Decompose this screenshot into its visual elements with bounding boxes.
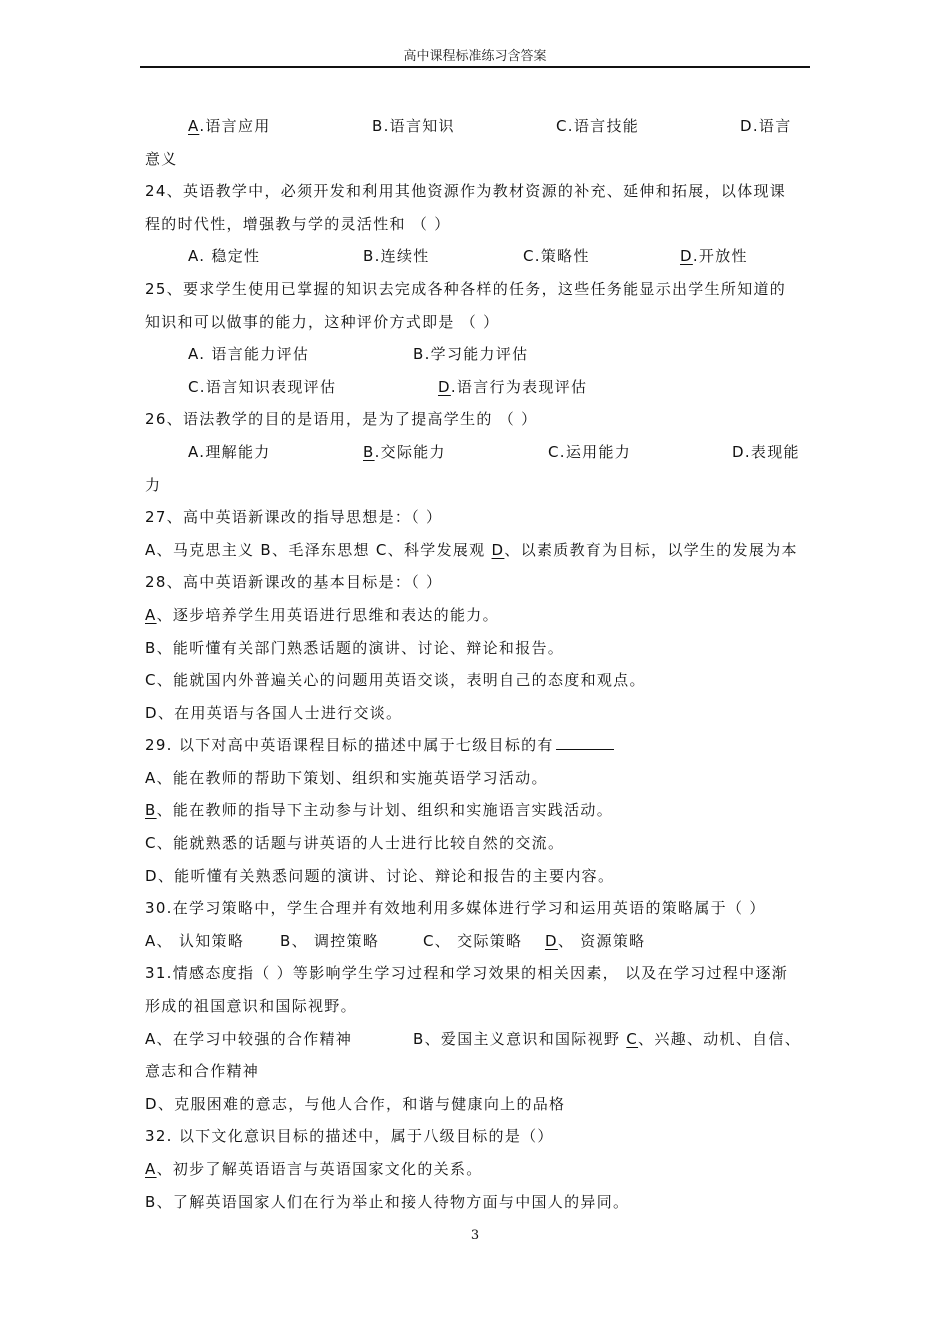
q32-option-a: A、初步了解英语语言与英语国家文化的关系。: [145, 1160, 483, 1178]
q30-option-d: D、 资源策略: [545, 931, 646, 950]
q32-stem: 32. 以下文化意识目标的描述中，属于八级目标的是（）: [145, 1127, 554, 1146]
q24-options: [145, 240, 810, 273]
q30-option-a: A、 认知策略: [145, 931, 245, 950]
q27-options: A、马克思主义 B、毛泽东思想 C、科学发展观 D、以素质教育为目标，以学生的发展为本: [145, 540, 798, 559]
q25-stem-line2: 知识和可以做事的能力，这种评价方式即是 （ ）: [145, 312, 500, 331]
q26-options: [145, 436, 810, 469]
answer-letter: A: [188, 117, 200, 135]
q29-option-d: D、能听懂有关熟悉问题的演讲、讨论、辩论和报告的主要内容。: [145, 866, 615, 885]
answer-letter: C: [626, 1029, 639, 1048]
q31-stem-line2: 形成的祖国意识和国际视野。: [145, 997, 357, 1016]
q31-option-c-wrap: 意志和合作精神: [145, 1062, 260, 1081]
q25-options-row2: [145, 371, 810, 404]
q26-option-a: A.理解能力: [188, 442, 271, 461]
q28-stem: 28、高中英语新课改的基本目标是：（ ）: [145, 573, 443, 592]
answer-letter: B: [363, 442, 375, 461]
q24-option-b: B.连续性: [363, 247, 430, 266]
q28-option-a: A、逐步培养学生用英语进行思维和表达的能力。: [145, 605, 499, 624]
answer-letter: D: [545, 931, 558, 950]
q30-option-c: C、 交际策略: [423, 931, 523, 950]
q29-stem: 29. 以下对高中英语课程目标的描述中属于七级目标的有: [145, 729, 810, 762]
q23-option-d: D.语言: [740, 117, 792, 135]
q31-stem-line1: 31.情感态度指（ ）等影响学生学习过程和学习效果的相关因素， 以及在学习过程中逐渐: [145, 964, 788, 983]
answer-blank: [556, 735, 614, 750]
q23-option-d-wrap: 意义: [145, 149, 178, 168]
q26-option-b: B.交际能力: [363, 442, 446, 461]
header-divider: [140, 66, 810, 68]
q28-option-b: B、能听懂有关部门熟悉话题的演讲、讨论、辩论和报告。: [145, 638, 565, 657]
q25-option-a: A. 语言能力评估: [188, 345, 310, 364]
q24-option-d: D.开放性: [680, 247, 748, 266]
q23-option-c: C.语言技能: [556, 117, 640, 135]
q31-options: [145, 1023, 810, 1056]
answer-letter: D: [491, 540, 505, 559]
q24-option-c: C.策略性: [523, 247, 590, 266]
q24-stem-line1: 24、英语教学中，必须开发和利用其他资源作为教材资源的补充、延伸和拓展，以体现课: [145, 182, 787, 201]
answer-letter: A: [145, 1160, 157, 1178]
page-header-title: 高中课程标准练习含答案: [403, 49, 547, 64]
q24-option-a: A. 稳定性: [188, 247, 261, 266]
document-body: [145, 110, 810, 1218]
q23-options: [145, 110, 810, 143]
q26-option-c: C.运用能力: [548, 442, 632, 461]
q26-option-d: D.表现能: [732, 442, 800, 461]
q25-options-row1: [145, 338, 810, 371]
q26-option-d-wrap: 力: [145, 475, 162, 494]
q24-stem-line2: 程的时代性，增强教与学的灵活性和 （ ）: [145, 214, 451, 233]
answer-letter: D: [438, 377, 451, 396]
answer-letter: A: [145, 605, 157, 624]
q26-stem: 26、语法教学的目的是语用，是为了提高学生的 （ ）: [145, 410, 538, 429]
q31-option-d: D、克服困难的意志，与他人合作，和谐与健康向上的品格: [145, 1094, 566, 1113]
page-number: 3: [470, 1228, 480, 1243]
answer-letter: D: [680, 247, 693, 266]
q27-stem: 27、高中英语新课改的指导思想是：（ ）: [145, 508, 443, 527]
q29-option-b: B、能在教师的指导下主动参与计划、组织和实施语言实践活动。: [145, 801, 613, 820]
q30-stem: 30.在学习策略中，学生合理并有效地利用多媒体进行学习和运用英语的策略属于（ ）: [145, 899, 766, 918]
answer-letter: B: [145, 801, 157, 820]
q28-option-c: C、能就国内外普遍关心的问题用英语交谈，表明自己的态度和观点。: [145, 671, 646, 690]
q31-option-b-c: B、爱国主义意识和国际视野 C、兴趣、动机、自信、: [413, 1029, 802, 1048]
q32-option-b: B、了解英语国家人们在行为举止和接人待物方面与中国人的异同。: [145, 1192, 630, 1211]
q23-option-a: A.语言应用: [188, 117, 271, 135]
q28-option-d: D、在用英语与各国人士进行交谈。: [145, 703, 403, 722]
q25-stem-line1: 25、要求学生使用已掌握的知识去完成各种各样的任务，这些任务能显示出学生所知道的: [145, 279, 787, 298]
q30-option-b: B、 调控策略: [280, 931, 380, 950]
q31-option-a: A、在学习中较强的合作精神: [145, 1029, 353, 1048]
q29-option-c: C、能就熟悉的话题与讲英语的人士进行比较自然的交流。: [145, 834, 565, 853]
q30-options: [145, 925, 810, 958]
q25-option-b: B.学习能力评估: [413, 345, 529, 364]
q25-option-d: D.语言行为表现评估: [438, 377, 588, 396]
q23-option-b: B.语言知识: [372, 117, 455, 135]
q29-option-a: A、能在教师的帮助下策划、组织和实施英语学习活动。: [145, 768, 548, 787]
q25-option-c: C.语言知识表现评估: [188, 377, 337, 396]
